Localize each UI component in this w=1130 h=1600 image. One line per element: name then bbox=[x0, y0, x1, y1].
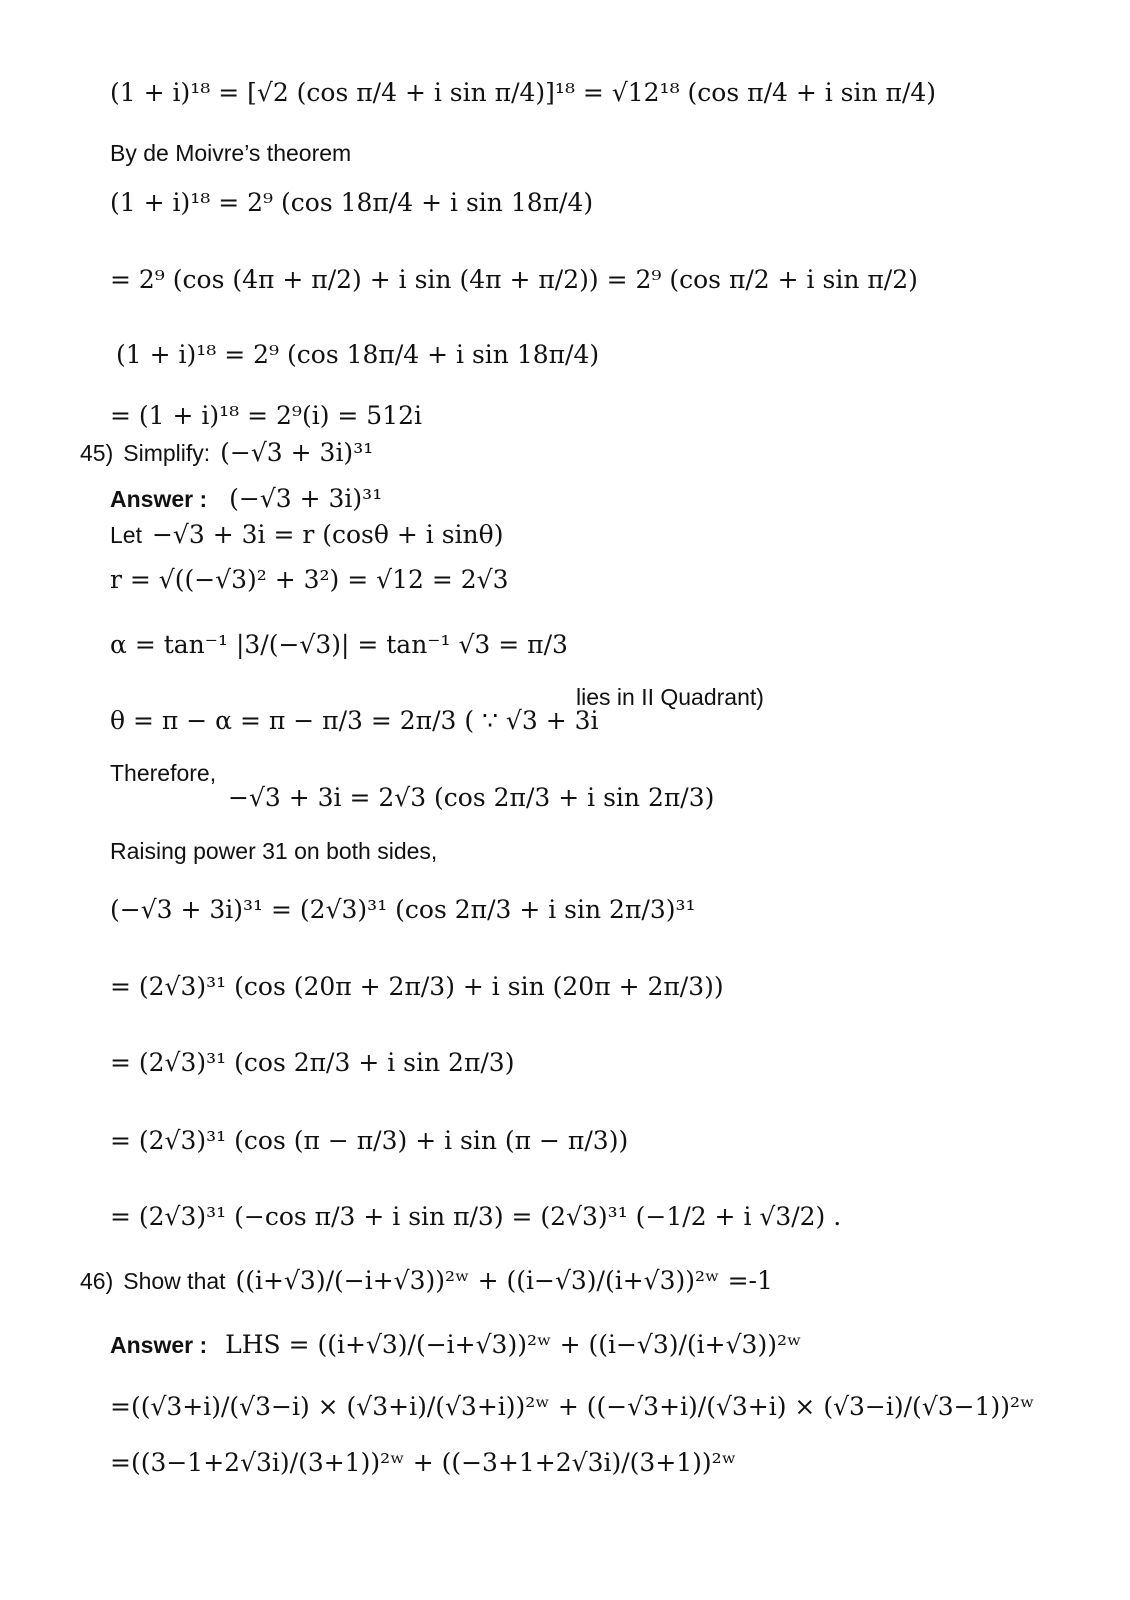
answer-label: Answer : bbox=[110, 1332, 208, 1358]
let-line bbox=[110, 520, 503, 549]
question-label: Simplify: bbox=[123, 440, 211, 466]
question-45 bbox=[80, 438, 373, 467]
let-expression: −√3 + 3i = r (cosθ + i sinθ) bbox=[151, 520, 504, 549]
equation-line: = (2√3)³¹ (−cos π/3 + i sin π/3) = (2√3)³¹ (−1/2 + i √3/2) . bbox=[110, 1202, 842, 1231]
question-number: 45) bbox=[80, 440, 114, 466]
therefore-label: Therefore, bbox=[110, 760, 217, 786]
question-label: Show that bbox=[123, 1268, 226, 1294]
let-label: Let bbox=[110, 522, 142, 548]
theta-expression: θ = π − α = π − π/3 = 2π/3 ( ∵ √3 + 3i bbox=[110, 706, 599, 735]
quadrant-note: lies in II Quadrant) bbox=[576, 684, 764, 710]
equation-line: = (1 + i)¹⁸ = 2⁹(i) = 512i bbox=[110, 401, 423, 430]
equation-line: (1 + i)¹⁸ = 2⁹ (cos 18π/4 + i sin 18π/4) bbox=[116, 340, 600, 369]
equation-line: α = tan⁻¹ |3/(−√3)| = tan⁻¹ √3 = π/3 bbox=[110, 630, 568, 659]
equation-line: =((√3+i)/(√3−i) × (√3+i)/(√3+i))²ʷ + ((−√3+i)/(√3+i) × (√3−i)/(√3−1))²ʷ bbox=[110, 1392, 1035, 1421]
question-number: 46) bbox=[80, 1268, 114, 1294]
equation-line: =((3−1+2√3i)/(3+1))²ʷ + ((−3+1+2√3i)/(3+1))²ʷ bbox=[110, 1448, 737, 1477]
equation-line: = (2√3)³¹ (cos (20π + 2π/3) + i sin (20π + 2π/3)) bbox=[110, 972, 724, 1001]
equation-line: = (2√3)³¹ (cos (π − π/3) + i sin (π − π/3)) bbox=[110, 1126, 629, 1155]
theta-line bbox=[110, 706, 599, 735]
answer-expression: LHS = ((i+√3)/(−i+√3))²ʷ + ((i−√3)/(i+√3))²ʷ bbox=[225, 1330, 802, 1359]
equation-line: (1 + i)¹⁸ = [√2 (cos π/4 + i sin π/4)]¹⁸ = √12¹⁸ (cos π/4 + i sin π/4) bbox=[110, 78, 937, 107]
answer-label: Answer : bbox=[110, 486, 208, 512]
question-expression: ((i+√3)/(−i+√3))²ʷ + ((i−√3)/(i+√3))²ʷ =-1 bbox=[235, 1266, 773, 1295]
text-line: Raising power 31 on both sides, bbox=[110, 838, 438, 864]
equation-line: = (2√3)³¹ (cos 2π/3 + i sin 2π/3) bbox=[110, 1048, 515, 1077]
text-line: By de Moivre’s theorem bbox=[110, 140, 352, 166]
therefore-expression: −√3 + 3i = 2√3 (cos 2π/3 + i sin 2π/3) bbox=[228, 783, 715, 812]
equation-line: (1 + i)¹⁸ = 2⁹ (cos 18π/4 + i sin 18π/4) bbox=[110, 188, 594, 217]
answer-line bbox=[110, 1330, 802, 1359]
answer-expression: (−√3 + 3i)³¹ bbox=[229, 484, 383, 513]
question-expression: (−√3 + 3i)³¹ bbox=[220, 438, 374, 467]
equation-line: (−√3 + 3i)³¹ = (2√3)³¹ (cos 2π/3 + i sin 2π/3)³¹ bbox=[110, 895, 696, 924]
answer-line bbox=[110, 484, 382, 513]
equation-line: = 2⁹ (cos (4π + π/2) + i sin (4π + π/2)) = 2⁹ (cos π/2 + i sin π/2) bbox=[110, 265, 918, 294]
equation-line: r = √((−√3)² + 3²) = √12 = 2√3 bbox=[110, 565, 509, 594]
question-46 bbox=[80, 1266, 773, 1295]
